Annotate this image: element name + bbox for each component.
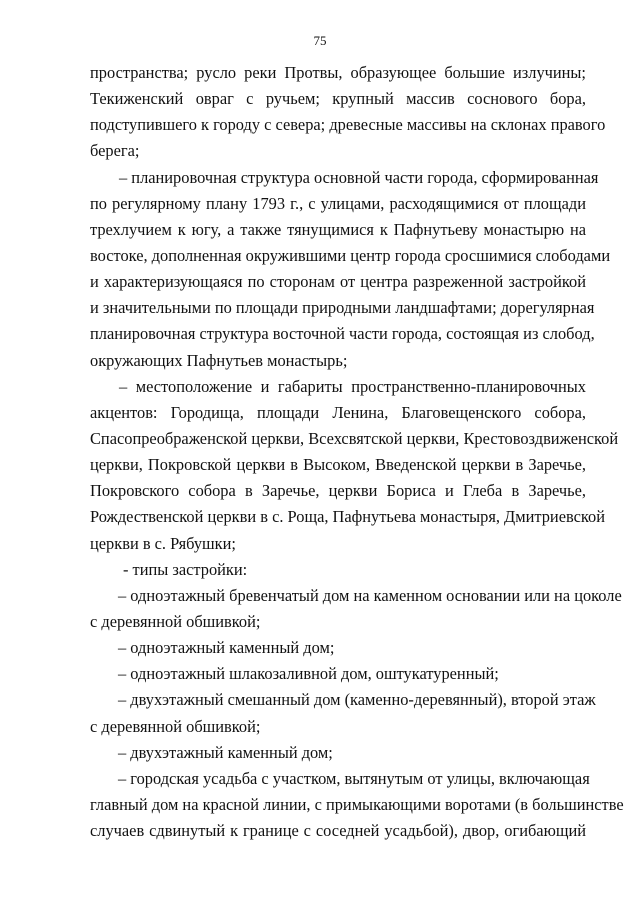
text-line: главный дом на красной линии, с примыкающими воротами (в большинстве [90,794,624,814]
page-number: 75 [313,33,327,48]
text-line: с деревянной обшивкой; [90,716,261,736]
text-line: – одноэтажный шлакозаливной дом, оштукатуренный; [118,664,499,684]
text-line: подступившего к городу с севера; древесные массивы на склонах правого [90,115,606,135]
text-line: – планировочная структура основной части города, сформированная [119,167,599,187]
body-text [90,60,624,844]
text-line: – двухэтажный каменный дом; [118,742,333,762]
text-line: планировочная структура восточной части города, состоящая из слобод, [90,324,595,344]
text-line: Покровского собора в Заречье, церкви Бориса и Глеба в Заречье, [90,481,586,501]
text-line: – городская усадьба с участком, вытянутым от улицы, включающая [118,768,590,788]
text-line: пространства; русло реки Протвы, образующее большие излучины; [90,63,586,82]
text-line: по регулярному плану 1793 г., с улицами, расходящимися от площади [90,193,586,213]
text-line: трехлучием к югу, а также тянущимися к Пафнутьеву монастырю на [90,219,586,239]
text-line: Рождественской церкви в с. Роща, Пафнутьева монастыря, Дмитриевской [90,507,605,527]
text-line: церкви в с. Рябушки; [90,533,236,553]
text-line: и значительными по площади природными ландшафтами; дорегулярная [90,298,595,318]
text-line: Текиженский овраг с ручьем; крупный массив соснового бора, [90,89,586,109]
text-line: с деревянной обшивкой; [90,611,261,631]
text-line: и характеризующаяся по сторонам от центра разреженной застройкой [90,272,586,292]
text-line: Спасопреображенской церкви, Всехсвятской церкви, Крестовоздвиженской [90,428,619,448]
text-line: берега; [90,141,140,161]
text-line: востоке, дополненная окружившими центр города сросшимися слободами [90,245,611,265]
text-line: церкви, Покровской церкви в Высоком, Введенской церкви в Заречье, [90,455,586,475]
text-line: – одноэтажный каменный дом; [118,638,335,658]
text-line: – одноэтажный бревенчатый дом на каменном основании или на цоколе [118,585,622,605]
text-line: – местоположение и габариты пространственно-планировочных [119,376,586,396]
text-line: случаев сдвинутый к границе с соседней усадьбой), двор, огибающий [90,821,586,841]
text-line: акцентов: Городища, площади Ленина, Благовещенского собора, [90,402,586,422]
text-line: - типы застройки: [123,559,248,579]
text-line: – двухэтажный смешанный дом (каменно-деревянный), второй этаж [118,690,596,710]
text-line: окружающих Пафнутьев монастырь; [90,350,348,370]
